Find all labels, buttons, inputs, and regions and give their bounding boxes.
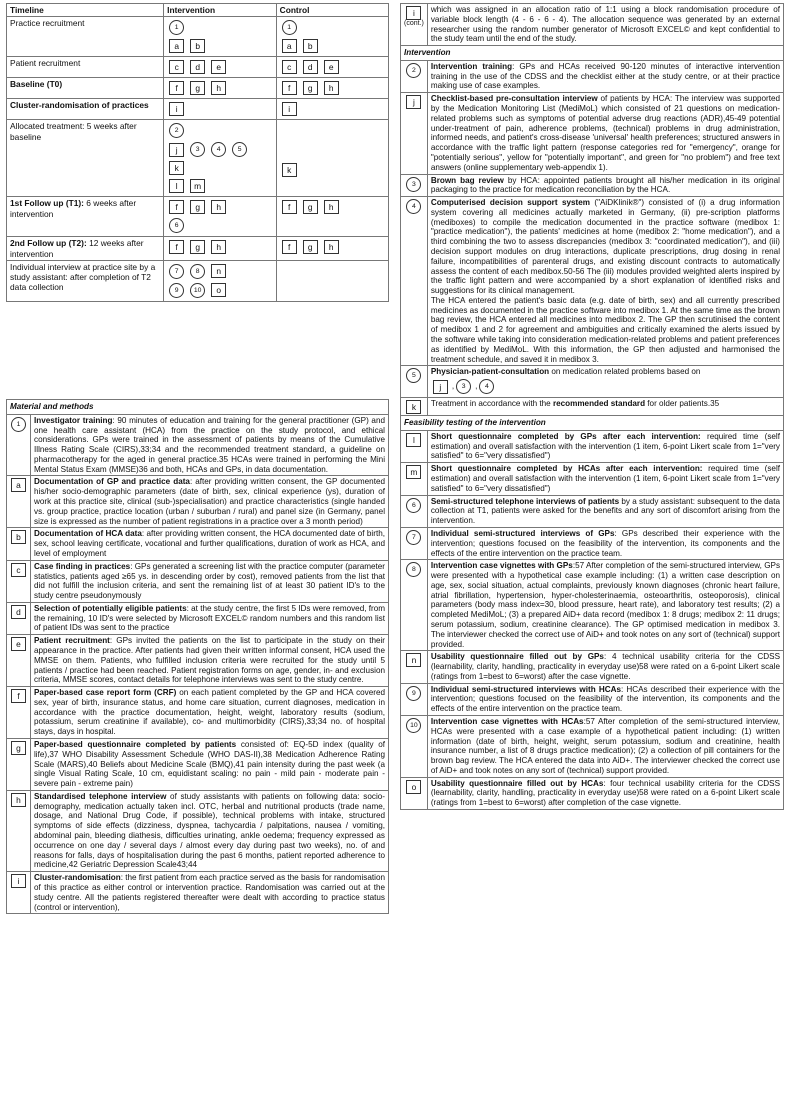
control-cell [276,197,388,237]
step-box-h: h [11,793,26,807]
item-text [31,739,389,791]
item-key [401,683,428,715]
item-text [427,174,783,197]
item-row [401,495,784,527]
timeline-table [6,3,389,302]
step-box-f: f [282,200,297,214]
marker-line [167,216,272,235]
item-row [7,739,389,791]
item-row [401,430,784,462]
step-box-h: h [324,81,339,95]
feasibility-section-title: Feasibility testing of the intervention [401,416,784,431]
step-box-m: m [190,179,205,193]
step-circle-9: 9 [406,686,421,701]
marker-line [167,198,272,216]
item-key [401,60,428,92]
right-column-table [400,3,784,810]
item-heading: Usability questionnaire filled out by HCAs [430,778,604,788]
step-box-h: h [211,240,226,254]
step-box-h: h [211,200,226,214]
marker-line [167,121,272,140]
item-heading: Intervention training [430,61,513,71]
control-header: Control [276,4,388,17]
step-box-g: g [190,240,205,254]
control-cell [276,17,388,57]
step-box-c: c [11,563,26,577]
item-key [401,93,428,174]
item-heading: Individual semi-structured interviews with HCAs [430,684,621,694]
item-body-tail: for older patients.35 [645,399,720,409]
marker-line [167,18,272,37]
cont-text: which was assigned in an allocation ratio of 1:1 using a block randomisation procedure of variable block length (4 - 6 - 6 - 4). The allocation sequence was generated by an external researcher using the random number generator of Microsoft EXCEL© and kept confidential to the study team until the end of the study. [427,4,783,46]
step-box-c: c [169,60,184,74]
intervention-header: Intervention [164,4,276,17]
cont-key: i (cont.) [401,4,428,46]
item-body: :57 After completion of the semi-structured interview, HCAs were presented with a case example of a hypothetical patient including: (1) written information (date of birth, height, weight, serum potassium, sodium and creatinine, health insurance number, a list of 8 drugs practice medication); (2) a collection of pill containers for the brown bag review. The HCA entered the data into AiD+. The interviewer checked the correct use of AiD+ and took notes on any sort of (technical) support provided. [430,717,780,775]
step-box-i: i [282,102,297,116]
step-box-e: e [11,637,26,651]
step-box-i: i [169,102,184,116]
item-text [31,687,389,739]
item-key [401,430,428,462]
timeline-label: Practice recruitment [7,17,164,57]
item-body: : the first patient from each practice served as the basis for randomisation of this practice as either control or intervention practice. Randomisation was carried out at the study centre. All the patients registered thereafter were dealt with according to practice status (control or intervention), [34,873,385,912]
control-cell [276,260,388,301]
item-row [401,93,784,174]
item-key [7,739,31,791]
item-key [7,528,31,560]
timeline-row [7,120,389,197]
item-key [401,197,428,366]
timeline-label: 1st Follow up (T1): 6 weeks after intervention [7,197,164,237]
marker-line [167,262,272,281]
timeline-header-row [7,4,389,17]
item-body: : after providing written consent, the GP documented his/her socio-demographic parameters (date of birth, sex, clinical experience (ys), duration of work at this practice site, clinical (sub-)specialisation) and practice characteristics (single handed vs. group practice, practice location (urban / suburban / rural) and panel size (in Germany, panel size is expressed as the number of patient registrations in a practice over a 3 month period) [34,477,385,526]
step-circle-7: 7 [169,264,184,279]
cont-row [401,4,784,46]
timeline-row [7,99,389,120]
item-text [31,476,389,528]
control-cell [276,78,388,99]
item-heading: Case finding in practices [34,561,131,571]
intervention-cell [164,237,276,261]
item-key [401,560,428,651]
marker-line [167,79,272,97]
item-key [401,398,428,416]
item-heading: Semi-structured telephone interviews of patients [430,496,620,506]
item-row [7,560,389,602]
step-circle-9: 9 [169,283,184,298]
step-box-a: a [11,478,26,492]
item-row [7,687,389,739]
item-heading: Paper-based case report form (CRF) [34,688,177,698]
item-text [31,872,389,914]
intervention-cell [164,197,276,237]
item-body: Treatment in accordance with the [430,399,553,409]
item-row [401,398,784,416]
item-heading: Investigator training [34,415,113,425]
item-text [427,495,783,527]
material-methods-table [6,399,389,914]
timeline-row [7,78,389,99]
step-box-o: o [211,283,226,297]
step-circle-1: 1 [169,20,184,35]
item-row [7,528,389,560]
item-heading: Individual semi-structured interviews of GPs [430,528,615,538]
item-heading: Checklist-based pre-consultation interview [430,94,598,104]
timeline-label: 2nd Follow up (T2): 12 weeks after intervention [7,237,164,261]
item-row [401,463,784,495]
marker-line [280,79,385,97]
step-circle-8: 8 [190,264,205,279]
item-row [7,476,389,528]
item-body: : GPs described their experience with the intervention; questions focused on the feasibility of the intervention, its components and the effects of the entire intervention on the practice team. [430,528,780,558]
item-row [401,716,784,778]
intervention-cell [164,260,276,301]
step-circle-2: 2 [406,63,421,78]
item-row [401,366,784,398]
step-circle-3: 3 [190,142,205,157]
marker-line [280,100,385,118]
section-title: Material and methods [7,400,389,415]
timeline-row [7,260,389,301]
step-box-j: j [406,95,421,109]
item-body: : 90 minutes of education and training for the general practitioner (GP) and one health care assistant (HCA) from the practice on the study protocol, and ethical considerations. GPs were trained in the assessment of patients by means of the Cumulative Illness Rating Scale (CIRS),33;34 and the recommended treatment standard, a guideline on pharmacotherapy for the aged in general practice.35 HCAs were trained in performing the Mini Mental Status Exam (MMSE)36 and both, HCAs and GPs, in data documentation. [34,415,385,474]
item-key [7,687,31,739]
marker-line [167,159,272,177]
step-box-g: g [303,240,318,254]
marker-line [167,140,272,159]
item-body: of study assistants with patients on following data: socio-demography, medication actually taken incl. OTC, herbal and nutritional products (trade name, dosage, and National Drug Code, if possible), technical problems with intake, structured symptoms of side effects (dizziness, dyspnea, tachycardia / palpitations, nausea / vomiting, abdominal pain, bleeding diathesis, difficulties urinating, ankle oedema; frequency expressed as occurrence on one day / several days / almost every day during past two weeks), no. of and reasons for falls, days of hospitalisation during the past 6 months, patient reported adherence to medicine,42 Geriatric Depression Scale43;44 [34,791,385,870]
step-box-g: g [303,200,318,214]
item-heading: Intervention case vignettes with GPs [430,561,573,571]
step-box-b: b [190,39,205,53]
step-circle-5: 5 [232,142,247,157]
step-box-e: e [324,60,339,74]
item-text [427,527,783,559]
item-body: : GPs and HCAs received 90-120 minutes of interactive intervention training in the use of the CDSS and the checklist either at the study centre, or at their practice making use of case examples. [430,61,780,91]
item-heading: Patient recruitment [34,636,110,646]
step-box-j: j [433,380,448,394]
item-row [7,872,389,914]
marker-line [280,37,385,55]
item-text [31,602,389,634]
item-heading: Short questionnaire completed by HCAs after each intervention: [430,464,703,474]
item-body: of patients by HCA: The interview was supported by the Medication Monitoring List (MediMoL) which consisted of 21 questions on medication-related problems such as symptoms of potential adverse drug reactions (ADR),45-49 potential under-treatment of pain, adherence problems, (technical) problems in drug administration, informed needs, and patient's cross-disease 'universal' health preferences; structured answers in accordance with the traffic light pattern (response categories red for "emergency", orange for "potentially serious", yellow for "potentially important", and green for "no problem") and free text answers (online supplementary web-appendix 1). [430,94,780,172]
marker-line [167,177,272,195]
item-text [31,414,389,476]
intervention-cell [164,78,276,99]
step-box-d: d [303,60,318,74]
item-text [427,197,783,366]
item-text [31,560,389,602]
step-box-m: m [406,465,421,479]
item-key [7,872,31,914]
step-box-b: b [11,530,26,544]
step-circle-2: 2 [169,123,184,138]
step-box-h: h [211,81,226,95]
intervention-cell [164,99,276,120]
item-text [427,60,783,92]
item-body: consisted of: EQ-5D index (quality of life),37 WHO Disability Assessment Schedule (WHO DAS-II),38 Medication Adherence Rating Scale (MARS),40 Beliefs about Medicine Scale (BMQ),41 pain intensity during the past week (a single Visual Rating Scale, 10 cm, equidistant scaling: no pain - mild pain - moderate pain - severe pain - extreme pain) [34,740,385,789]
item-body: : four technical usability criteria for the CDSS (learnability, clarity, handling, practicality in everyday use)58 were rated on a 6-point Likert scale (ratings from 1=best to 6=worst) after completion of the case vignette. [430,778,780,808]
item-key [401,527,428,559]
item-heading: Computerised decision support system [430,198,590,208]
item-row [401,683,784,715]
timeline-label: Patient recruitment [7,57,164,78]
item-row [401,560,784,651]
item-body: :57 After completion of the semi-structured interview, GPs were presented with a hypothetical case example including: (1) a written case description on age, sex, social situation, actual complaints, previously known diagnoses (chronic heart failure, atrial fibrillation, hypertension, hyper-cholesterinaemia, osteoarthritis, osteoporosis), clinical parameters (body mass index=30, blood pressure, heart rate), and laboratory test results; (2) a completed MediMoL; (3) a prepared AiD+ data record (medibox 1: 8 drugs; medibox 2: 11 drugs; serum potassium, sodium, creatinine clearance). The GP optimised medication in medibox 3. The interviewer checked the correct use of AiD+ and took notes on any sort of (technical) support provided. [430,561,781,649]
step-box-l: l [406,433,421,447]
timeline-header: Timeline [7,4,164,17]
item-text [427,716,783,778]
item-heading: Usability questionnaire filled out by GPs [430,652,604,662]
marker-line [280,161,385,179]
item-body: on each patient completed by the GP and HCA covered sex, year of birth, insurance status, and home care situation, current diagnoses, medication in accordance with the practice documentation, height, weight, laboratory results (sodium, potassium, serum creatinine if available), co- and multimorbidity (CIRS),33;34 no. of hospital stays, days in hospital. [34,688,385,737]
step-box-g: g [11,741,26,755]
item-body: : at the study centre, the first 5 IDs were removed, from the remaining, 10 ID's were selected by Microsoft EXCEL© random numbers and this random list of patient IDs was sent to the practice [34,603,385,633]
item-body: ("AiDKlinik®") consisted of (i) a drug information system covering all medicines actually marketed in Germany, (ii) pre-scription platforms (mediboxes) to compile the medication documented in the practice software (medibox 1: "practice medication"), the patients' medicines at home (medibox 2: "home medication"), and a third combining the two to assess discrepancies (medibox 3: "coordinated medication"), and (iii) decision support modules on drug interactions, duplicate prescriptions, drug dosing in renal failure, incompatibilities of parenteral drugs, and existing discount contracts to automatically assess the content of each medibox.50-56 The (iii) modules provided weighted alerts inspired by the traffic light pattern and were accompanied by a short explanation of identified risks and suggestions for its clinical management. [430,198,780,296]
step-box-i: i [11,874,26,888]
step-box-j: j [169,143,184,157]
item-text [427,651,783,683]
item-heading: Physician-patient-consultation [430,367,550,377]
step-circle-5: 5 [406,368,421,383]
marker-line [167,58,272,76]
item-row [401,174,784,197]
marker-line [280,18,385,37]
item-body-paragraph: The HCA entered the patient's basic data (e.g. date of birth, sex) and all currently prescribed medicines as documented in the practice software into medibox 1. At the same time as the brown bag review, the HCA entered all medicines into medibox 2. The GP then scrutinised the content of medibox 1 and 2 for agreement and ambiguities and critically examined the alerts issued by the software while taking into consideration medication-related problems and patient preferences as identified by MediMoL. With this information, the GP then adjusted and harmonised the treatment schedule, and saved it in medibox 3. [430,295,780,364]
marker-line [167,100,272,118]
item-heading: Standardised telephone interview [34,791,167,801]
item-text [427,430,783,462]
step-circle-10: 10 [406,718,421,733]
item-text [427,683,783,715]
item-row [7,414,389,476]
item-heading: Selection of potentially eligible patients [34,603,187,613]
step-box-n: n [211,264,226,278]
item-text [427,560,783,651]
marker-line [167,37,272,55]
item-heading: Documentation of GP and practice data [34,477,190,487]
step-box-h: h [324,240,339,254]
timeline-row [7,57,389,78]
control-cell [276,120,388,197]
intervention-cell [164,17,276,57]
item-text [427,93,783,174]
item-heading: Cluster-randomisation [34,873,121,883]
step-box-f: f [169,240,184,254]
item-row [7,635,389,687]
step-circle-8: 8 [406,562,421,577]
item-body: required time (self estimation) and overall satisfaction with the intervention (1 item, 6-point Likert scale from 1="very satisfied" to 6="very dissatisfied") [430,464,781,493]
step-box-d: d [190,60,205,74]
step-circle-6: 6 [169,218,184,233]
item-body: by a study assistant: subsequent to the data collection at T1, patients were asked for the benefits and any sort of discomfort arising from the intervention. [430,496,780,526]
item-key [401,463,428,495]
item-text [427,463,783,495]
item-body: on medication related problems based on [549,367,701,377]
step-box-f: f [169,200,184,214]
item-text [31,528,389,560]
item-key [401,777,428,809]
step-circle-10: 10 [190,283,205,298]
item-text [427,777,783,809]
step-circle-6: 6 [406,498,421,513]
step-box-k: k [169,161,184,175]
step-box-g: g [303,81,318,95]
step-circle-3: 3 [456,379,471,394]
timeline-row [7,237,389,261]
step-box-k: k [406,400,421,414]
item-key [7,635,31,687]
marker-line [280,238,385,256]
item-heading: Paper-based questionnaire completed by patients [34,740,237,749]
timeline-label: Cluster-randomisation of practices [7,99,164,120]
item-body: : GPs invited the patients on the list to participate in the study on their appearance in the practice. After patients had given their written informal consent, HCA used the MMSE on them. Patients, who fulfilled inclusion criteria were recruited for the study until 5 patients / practice had been reached. Patient registration forms on age, gender, in- and exclusion criteria, MMSE scores, contact details for telephone interviews was sent to the study centre. [34,636,385,685]
item-heading: Short questionnaire completed by GPs after each intervention: [430,431,701,441]
item-row [401,60,784,92]
step-circle-3: 3 [406,177,421,192]
step-box-b: b [303,39,318,53]
intervention-cell [164,120,276,197]
timeline-row [7,17,389,57]
step-box-a: a [282,39,297,53]
timeline-label: Allocated treatment: 5 weeks after baseline [7,120,164,197]
item-row [7,602,389,634]
item-row [7,790,389,871]
item-row [401,197,784,366]
step-box-k: k [282,163,297,177]
step-box-e: e [211,60,226,74]
item-body: : 4 technical usability criteria for the CDSS (learnability, clarity, handling, practicality in everyday use)58 were rated on a 6-point Likert scale (ratings from 1=best to 6=worst) after the case vignette. [430,652,780,681]
step-circle-7: 7 [406,530,421,545]
step-circle-4: 4 [211,142,226,157]
item-row [401,651,784,683]
intervention-section-title: Intervention [401,46,784,61]
item-body: : GPs generated a screening list with the practice computer (parameter statistics, patients aged ≥65 ys. in descending order by cost), removed patients from the list that did not fulfill the inclusion criteria, and sent the remaining list of at least 30 patient ID's to the study centre pseudonymously [34,561,385,601]
step-box-d: d [11,605,26,619]
marker-line [167,281,272,300]
item-text [427,398,783,416]
control-cell [276,237,388,261]
timeline-row [7,197,389,237]
item-key [7,476,31,528]
item-row [401,527,784,559]
step-circle-1: 1 [11,417,26,432]
item-text [427,366,783,398]
item-key [401,495,428,527]
item-heading: Brown bag review [430,175,504,185]
item-key [401,366,428,398]
step-box-f: f [282,81,297,95]
item-body: : after providing written consent, the HCA documented date of birth, sex, school leaving certificate, vocational and further qualifications, duration of work as HCA, and level of employment [34,529,385,558]
key-box: i [406,6,421,20]
marker-line [167,238,272,256]
step-box-l: l [169,179,184,193]
marker-line [280,198,385,216]
step-box-c: c [282,60,297,74]
step-circle-4: 4 [406,199,421,214]
step-box-g: g [190,81,205,95]
item-key [401,716,428,778]
step-box-f: f [169,81,184,95]
timeline-label: Individual interview at practice site by a study assistant: after completion of T2 data collection [7,260,164,301]
step-box-g: g [190,200,205,214]
item-key [401,174,428,197]
item-key [7,560,31,602]
item-text [31,790,389,871]
step-circle-4: 4 [479,379,494,394]
step-box-n: n [406,653,421,667]
item-body: : HCAs described their experience with the intervention; questions focused on the feasibility of the intervention, its components and the effects of the entire intervention on the practice team. [430,684,780,714]
item-heading: Documentation of HCA data [34,529,142,539]
step-box-o: o [406,780,421,794]
control-cell [276,57,388,78]
item-key [7,602,31,634]
item-row [401,777,784,809]
item-body: required time (self estimation) and overall satisfaction with the intervention (1 item, 6-point Likert scale from 1="very satisfied" to 6="very dissatisfied") [430,431,780,461]
item-heading: Intervention case vignettes with HCAs [430,717,584,726]
timeline-label: Baseline (T0) [7,78,164,99]
item-text [31,635,389,687]
item-key [7,790,31,871]
item-body: by HCA: appointed patients brought all his/her medication in its original packaging to the practice for medication reconciliation by the HCA. [430,175,780,195]
item-refs: j , 3 , 4 [431,377,780,396]
item-key [401,651,428,683]
item-key [7,414,31,476]
step-box-f: f [11,689,26,703]
intervention-cell [164,57,276,78]
step-circle-1: 1 [282,20,297,35]
step-box-h: h [324,200,339,214]
marker-line [280,58,385,76]
step-box-f: f [282,240,297,254]
control-cell [276,99,388,120]
step-box-a: a [169,39,184,53]
item-emphasis: recommended standard [552,399,646,409]
